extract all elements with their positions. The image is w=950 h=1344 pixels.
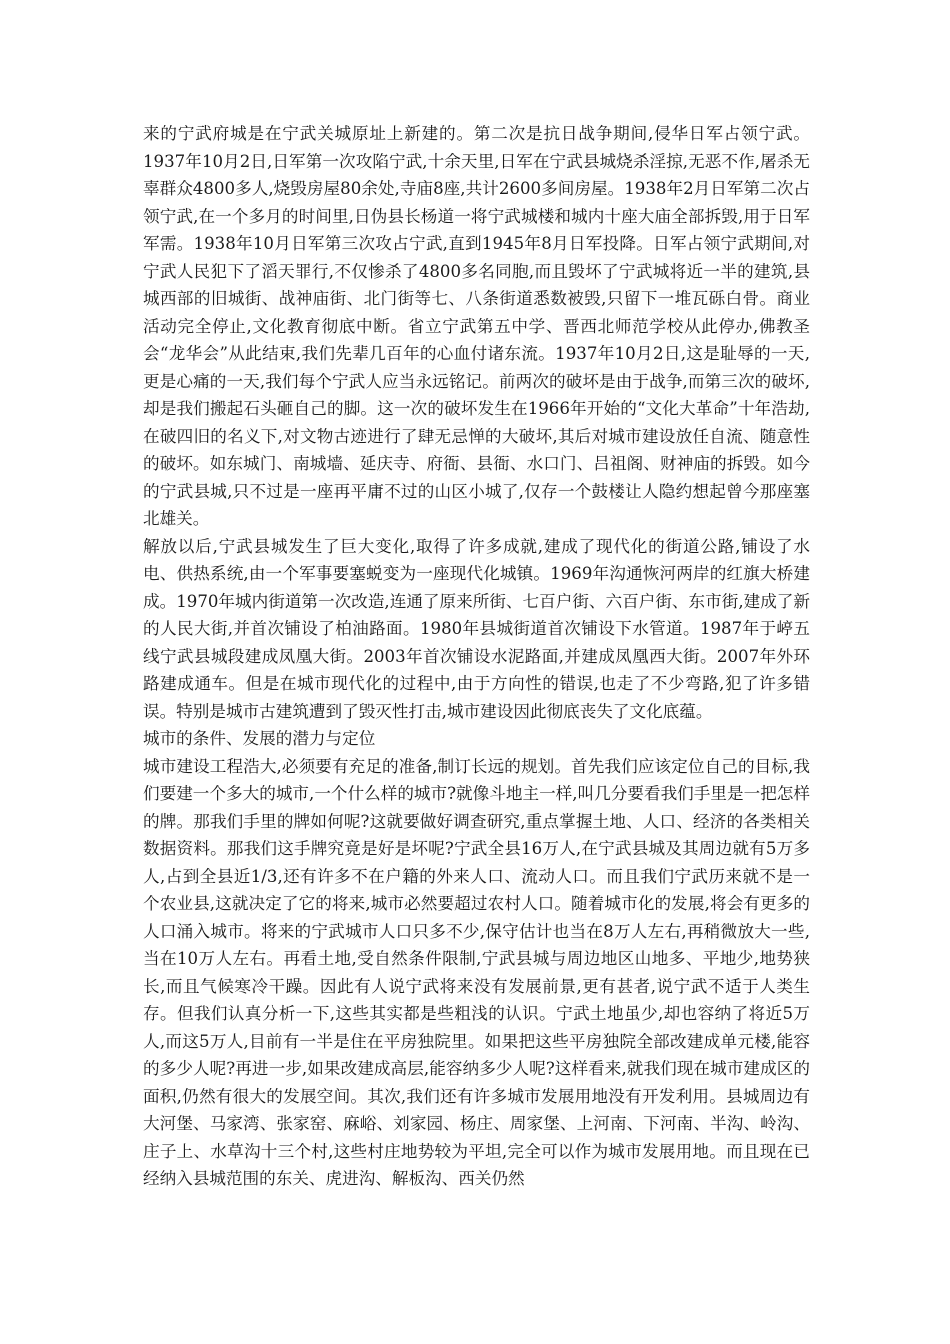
paragraph-war-damage: 来的宁武府城是在宁武关城原址上新建的。第二次是抗日战争期间,侵华日军占领宁武。1937年10月2日,日军第一次攻陷宁武,十余天里,日军在宁武县城烧杀淫掠,无恶不作,屠杀无辜群众4800多人,烧毁房屋80余处,寺庙8座,共计2600多间房屋。1938年2月日军第二次占领宁武,在一个多月的时间里,日伪县长杨道一将宁武城楼和城内十座大庙全部拆毁,用于日军军需。1938年10月日军第三次攻占宁武,直到1945年8月日军投降。日军占领宁武期间,对宁武人民犯下了滔天罪行,不仅惨杀了4800多名同胞,而且毁坏了宁武城将近一半的建筑,县城西部的旧城街、战神庙街、北门街等七、八条街道悉数被毁,只留下一堆瓦砾白骨。商业活动完全停止,文化教育彻底中断。省立宁武第五中学、晋西北师范学校从此停办,佛教圣会“龙华会”从此结束,我们先辈几百年的心血付诸东流。1937年10月2日,这是耻辱的一天,更是心痛的一天,我们每个宁武人应当永远铭记。前两次的破坏是由于战争,而第三次的破坏,却是我们搬起石头砸自己的脚。这一次的破坏发生在1966年开始的“文化大革命”十年浩劫,在破四旧的名义下,对文物古迹进行了肆无忌惮的大破坏,其后对城市建设放任自流、随意性的破坏。如东城门、南城墙、延庆寺、府衙、县衙、水口门、吕祖阁、财神庙的拆毁。如今的宁武县城,只不过是一座再平庸不过的山区小城了,仅存一个鼓楼让人隐约想起曾今那座塞北雄关。: [143, 124, 810, 528]
document-body: [143, 120, 810, 1193]
section-heading: 城市的条件、发展的潜力与定位: [143, 729, 376, 748]
paragraph-city-conditions: 城市建设工程浩大,必须要有充足的准备,制订长远的规划。首先我们应该定位自己的目标,我们要建一个多大的城市,一个什么样的城市?就像斗地主一样,叫几分要看我们手里是一把怎样的牌。那我们手里的牌如何呢?这就要做好调查研究,重点掌握土地、人口、经济的各类相关数据资料。那我们这手牌究竟是好是坏呢?宁武全县16万人,在宁武县城及其周边就有5万多人,占到全县近1/3,还有许多不在户籍的外来人口、流动人口。而且我们宁武历来就不是一个农业县,这就决定了它的将来,城市必然要超过农村人口。随着城市化的发展,将会有更多的人口涌入城市。将来的宁武城市人口只多不少,保守估计也当在8万人左右,再稍微放大一些,当在10万人左右。再看土地,受自然条件限制,宁武县城与周边地区山地多、平地少,地势狭长,而且气候寒冷干躁。因此有人说宁武将来没有发展前景,更有甚者,说宁武不适于人类生存。但我们认真分析一下,这些其实都是些粗浅的认识。宁武土地虽少,却也容纳了将近5万人,而这5万人,目前有一半是住在平房独院里。如果把这些平房独院全部改建成单元楼,能容的多少人呢?再进一步,如果改建成高层,能容纳多少人呢?这样看来,就我们现在城市建成区的面积,仍然有很大的发展空间。其次,我们还有许多城市发展用地没有开发利用。县城周边有大河堡、马家湾、张家窑、麻峪、刘家园、杨庄、周家堡、上河南、下河南、半沟、岭沟、庄子上、水草沟十三个村,这些村庄地势较为平坦,完全可以作为城市发展用地。而且现在已经纳入县城范围的东关、虎进沟、解板沟、西关仍然: [143, 756, 810, 1188]
paragraph-post-liberation: 解放以后,宁武县城发生了巨大变化,取得了许多成就,建成了现代化的街道公路,铺设了水电、供热系统,由一个军事要塞蜕变为一座现代化城镇。1969年沟通恢河两岸的红旗大桥建成。1970年城内街道第一次改造,连通了原来所街、七百户街、六百户街、东市街,建成了新的人民大街,并首次铺设了柏油路面。1980年县城街道首次铺设下水管道。1987年于嵉五线宁武县城段建成凤凰大街。2003年首次铺设水泥路面,并建成凤凰西大街。2007年外环路建成通车。但是在城市现代化的过程中,由于方向性的错误,也走了不少弯路,犯了许多错误。特别是城市古建筑遭到了毁灭性打击,城市建设因此彻底丧失了文化底蕴。: [143, 536, 810, 721]
